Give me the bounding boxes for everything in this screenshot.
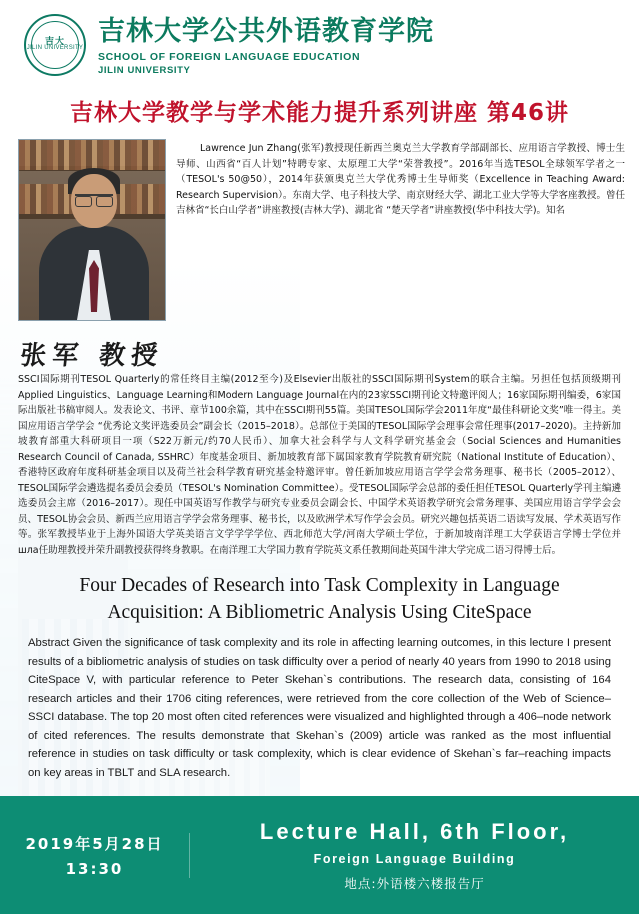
speaker-bio-continuation-wrap [0, 372, 639, 558]
venue-location-cn: 地点:外语楼六楼报告厅 [344, 875, 485, 891]
poster-body [0, 139, 639, 839]
speaker-photo-column [18, 139, 166, 372]
footer-datetime [0, 833, 190, 878]
lecture-time: 13:30 [65, 859, 124, 878]
venue-hall: Lecture Hall, 6th Floor, [259, 818, 570, 844]
university-seal-icon [24, 14, 86, 76]
venue-building: Foreign Language Building [313, 851, 516, 866]
speaker-portrait [18, 139, 166, 321]
school-name-en-line2: JILIN UNIVERSITY [98, 65, 191, 76]
poster-footer [0, 796, 639, 914]
lecture-abstract: Abstract Given the significance of task complexity and its role in affecting learning outcomes, in this lecture I present results of a bibliometric analysis of studies on task difficulty over a period of nearly 40 years from 1990 to 2018 using CiteSpace V, with particular reference to Peter Skehan`s contributions. The research data, consisting of 164 research articles and their 1706 citing references, were retrieved from the core collection of the Web of Science–SSCI database. The top 20 most often cited references were visualized and highlighted through a 406–node network of cited references. The results demonstrate that Skehan`s (2009) article was ranked as the most influential reference in studies on task difficulty or task complexity, which is clear evidence of Skehan`s far–reaching impacts on key areas in TBLT and SLA research. [28, 637, 611, 779]
series-title-bar [0, 92, 639, 139]
poster-header [0, 0, 639, 92]
speaker-block [0, 139, 639, 372]
school-name-block [98, 12, 434, 76]
page-title: 吉林大学教学与学术能力提升系列讲座 第46讲 [69, 100, 569, 126]
seal-cn-text: 吉大 [44, 36, 65, 46]
footer-venue [190, 819, 639, 892]
school-name-cn: 吉林大学公共外语教育学院 [98, 16, 434, 47]
lecture-date: 2019年5月28日 [25, 834, 164, 853]
speaker-bio-lead: Lawrence Jun Zhang(张军)教授现任新西兰奥克兰大学教育学部副部长、应用语言学教授、博士生导师、山西省“百人计划”特聘专家、太原理工大学“荣誉教授”。2016年当选TESOL全球领军学者之一（TESOL's 50@50），2014年获颁奥克兰大学优秀博士生导师奖（Excellence in Teaching Award: Research Supervision）。东南大学、电子科技大学、南京财经大学、湖北工业大学等大学客座教授。曾任吉林省“长白山学者”讲座教授(吉林大学)、湖北省 “楚天学者”讲座教授(华中科技大学)。知名 [176, 143, 625, 216]
speaker-signature: 张军 教授 [18, 341, 165, 371]
seal-en-text: JILIN UNIVERSITY [26, 45, 84, 51]
speaker-bio-body: SSCI国际期刊TESOL Quarterly的常任终目主编(2012至今)及Elsevier出版社的SSCI国际期刊System的联合主编。另担任包括顶级期刊Applied Linguistics、Language Learning和Modern Language Journal在内的23家SSCI期刊论文特邀评阅人；16家国际期刊编委，6家国际出版社书稿审阅人。发表论文、书评、章节100余篇，其中在SSCI期刊55篇。美国TESOL国际学会2011年度“最佳科研论文奖”唯一得主。美国应用语言学学会 “优秀论文奖评选委员会”副会长（2015–2018）。总部位于美国的TESOL国际学会理事会常任理事(2017–2020)。主持新加坡教育部重大科研项目一项（S22万新元/约70人民币）、加拿大社会科学与人文科学研究基金会（Social Sciences and Humanities Research Council of Canada, SSHRC）年度基金项目、新加坡教育部下属国家教育学院教育研究院（National Institute of Education）、香港特区政府年度科研基金项目以及荷兰社会科学教育研究基金特邀评审。曾任新加坡应用语言学学会常务理事、秘书长（2005–2012）、TESOL国际学会遴选提名委员会委员（TESOL's Nomination Committee）。受TESOL国际学会总部的委任担任TESOL Quarterly学刊主编遴选委员会主席（2016–2017）。现任中国英语写作教学与研究专业委员会副会长、中国学术英语教学研究会常务理事、美国应用语言学学会会员、TESOL协会会员、新西兰应用语言学学会常务理事、秘书长，以及欧洲学术写作学会会员。研究兴趣包括英语二语读写发展、学术英语写作等。张军教授毕业于上海外国语大学英美语言文学学学学位、西北师范大学/河南大学硕士学位，于新加坡南洋理工大学获语言学博士学位并шла任助理教授并荣升副教授获得终身教职。在南洋理工大学国力教育学院英文系任教期间赴英国牛津大学完成二语习得博士后。 [18, 374, 621, 556]
speaker-bio-lead-column [176, 139, 625, 372]
lecture-title: Four Decades of Research into Task Complexity in Language Acquisition: A Bibliometric Analysis Using CiteSpace [79, 575, 560, 623]
school-name-en-line1: SCHOOL OF FOREIGN LANGUAGE EDUCATION [98, 51, 361, 63]
